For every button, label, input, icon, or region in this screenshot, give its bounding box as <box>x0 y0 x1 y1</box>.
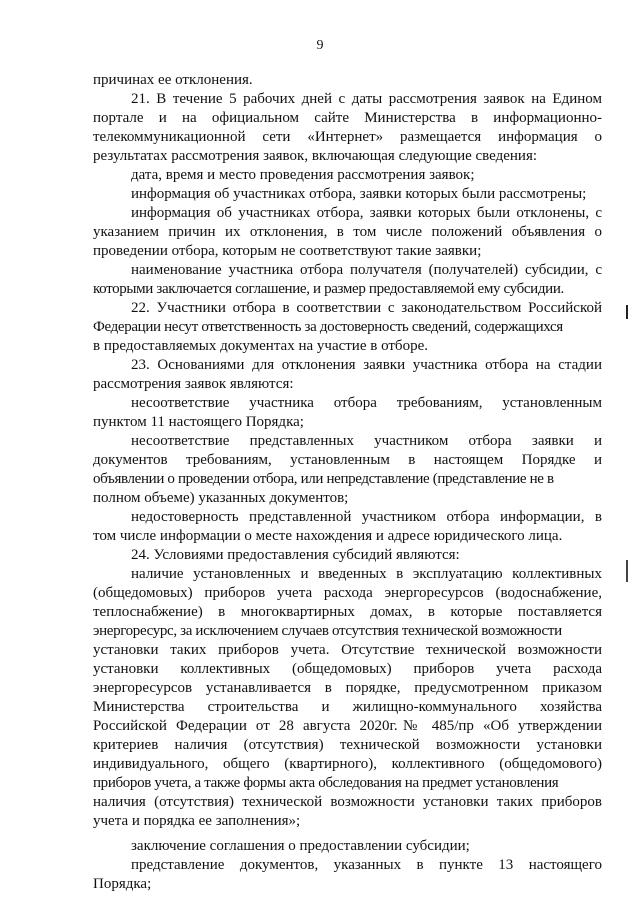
text-line: установки таких приборов учета. Отсутствие технической возможности <box>93 642 602 658</box>
text-line: наименование участника отбора получателя (получателей) субсидии, с <box>131 262 602 278</box>
text-line: (общедомовых) приборов учета расхода энергоресурсов (водоснабжение, <box>93 585 602 601</box>
text-line: учета и порядка ее заполнения»; <box>93 813 301 829</box>
text-line: наличия (отсутствия) технической возможности установки таких приборов <box>93 794 602 810</box>
text-line: наличие установленных и введенных в эксплуатацию коллективных <box>131 566 602 582</box>
text-line: Российской Федерации от 28 августа 2020г.№ 485/пр «Об утверждении <box>93 718 602 734</box>
text-line: 23. Основаниями для отклонения заявки участника отбора на стадии <box>131 357 602 373</box>
text-line: в предоставляемых документах на участие в отборе. <box>93 338 428 354</box>
text-line: рассмотрения заявок являются: <box>93 376 294 392</box>
text-line: 24. Условиями предоставления субсидий являются: <box>131 547 460 563</box>
text-line: Федерации несут ответственность за достоверность сведений, содержащихся <box>93 319 563 335</box>
text-line: полном объеме) указанных документов; <box>93 490 349 506</box>
text-line: энергоресурс, за исключением случаев отсутствия технической возможности <box>93 623 562 639</box>
text-line: несоответствие участника отбора требованиям, установленным <box>131 395 602 411</box>
text-line: приборов учета, а также формы акта обследования на предмет установления <box>93 775 559 791</box>
text-line: информация об участниках отбора, заявки которых были рассмотрены; <box>131 186 587 202</box>
text-line: телекоммуникационной сети «Интернет» размещается информация о <box>93 129 602 145</box>
text-line: объявлении о проведении отбора, или непредставление (представление не в <box>93 471 554 487</box>
text-line: дата, время и место проведения рассмотрения заявок; <box>131 167 475 183</box>
text-line: критериев наличия (отсутствия) технической возможности установки <box>93 737 602 753</box>
text-line: результатах рассмотрения заявок, включающая следующие сведения: <box>93 148 538 164</box>
text-line: документов требованиям, установленным в настоящем Порядке и <box>93 452 602 468</box>
text-line: индивидуального, общего (квартирного), коллективного (общедомового) <box>93 756 602 772</box>
page-number: 9 <box>316 38 324 53</box>
text-line: пунктом 11 настоящего Порядка; <box>93 414 304 430</box>
text-line: заключение соглашения о предоставлении субсидии; <box>131 838 470 854</box>
text-line: проведении отбора, которым не соответствуют такие заявки; <box>93 243 482 259</box>
scan-artifact <box>626 560 628 582</box>
text-line: энергоресурсов устанавливается в порядке, предусмотренном приказом <box>93 680 602 696</box>
text-line: Министерства строительства и жилищно-коммунального хозяйства <box>93 699 602 715</box>
text-line: причинах ее отклонения. <box>93 72 253 88</box>
text-line: теплоснабжение) в многоквартирных домах, в которые поставляется <box>93 604 602 620</box>
text-line: том числе информации о месте нахождения и адресе юридического лица. <box>93 528 563 544</box>
text-line: Порядка; <box>93 876 152 892</box>
text-line: которыми заключается соглашение, и размер предоставляемой ему субсидии. <box>93 281 564 297</box>
text-line: указанием причин их отклонения, в том числе положений объявления о <box>93 224 602 240</box>
text-line: установки коллективных (общедомовых) приборов учета расхода <box>93 661 602 677</box>
text-line: недостоверность представленной участником отбора информации, в <box>131 509 602 525</box>
text-line: 21. В течение 5 рабочих дней с даты рассмотрения заявок на Едином <box>131 91 602 107</box>
text-line: несоответствие представленных участником отбора заявки и <box>131 433 602 449</box>
text-line: портале и на официальном сайте Министерства в информационно- <box>93 110 602 126</box>
scan-artifact <box>626 305 628 319</box>
text-line: 22. Участники отбора в соответствии с законодательством Российской <box>131 300 602 316</box>
text-line: представление документов, указанных в пункте 13 настоящего <box>131 857 602 873</box>
text-line: информация об участниках отбора, заявки которых были отклонены, с <box>131 205 602 221</box>
